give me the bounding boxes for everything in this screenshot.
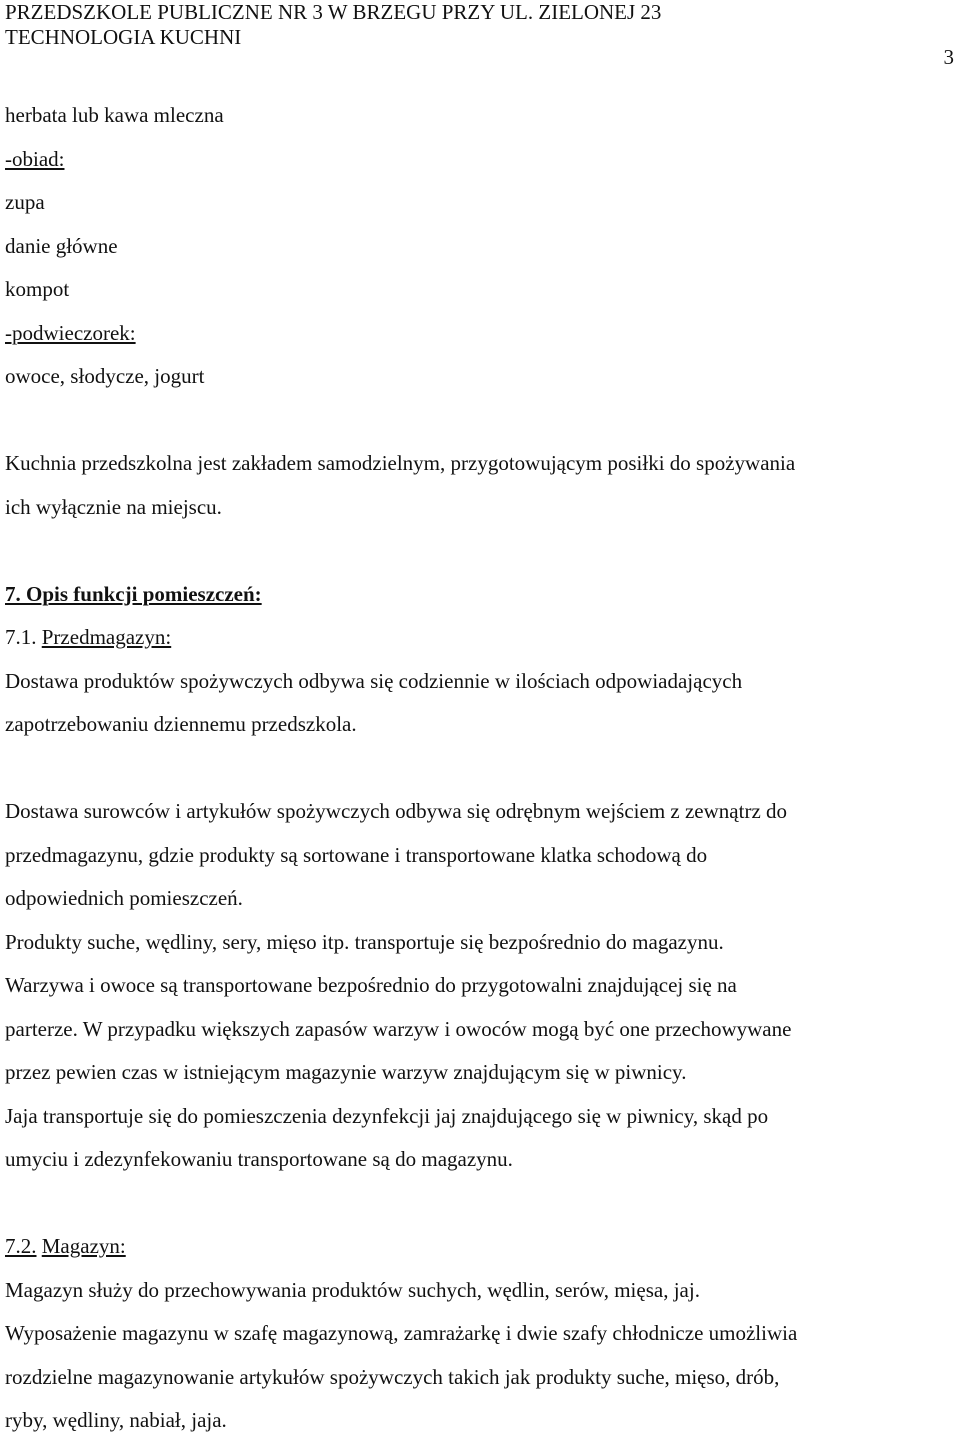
paragraph-line: rozdzielne magazynowanie artykułów spożywczych takich jak produkty suche, mięso, drób, [5,1364,780,1389]
paragraph-line: Warzywa i owoce są transportowane bezpośrednio do przygotowalni znajdującej się na [5,973,737,997]
paragraph-line: umyciu i zdezynfekowaniu transportowane są do magazynu. [5,1147,513,1171]
paragraph-line: Magazyn służy do przechowywania produktów suchych, wędlin, serów, mięsa, jaj. [5,1277,700,1302]
paragraph-line: odpowiednich pomieszczeń. [5,886,243,910]
subsection-title [5,616,957,660]
page-number: 3 [943,45,954,69]
menu-lunch-item: zupa [5,190,45,214]
subsection-number: 7.2. [5,1234,37,1258]
paragraph-line: przedmagazynu, gdzie produkty są sortowane i transportowane klatka schodową do [5,842,708,867]
menu-snack-items: owoce, słodycze, jogurt [5,364,205,388]
paragraph-line: Dostawa produktów spożywczych odbywa się codziennie w ilościach odpowiadających [5,668,743,693]
paragraph-line: Wyposażenie magazynu w szafę magazynową, zamrażarkę i dwie szafy chłodnicze umożliwia [5,1321,798,1345]
paragraph-line: Produkty suche, wędliny, sery, mięso itp. transportuje się bezpośrednio do magazynu. [5,929,724,954]
menu-lunch-item: danie główne [5,233,118,258]
subsection-name: Magazyn: [41,1234,126,1258]
kitchen-note-line: ich wyłącznie na miejscu. [5,494,222,519]
paragraph-line: Jaja transportuje się do pomieszczenia dezynfekcji jaj znajdującego się w piwnicy, skąd po [5,1103,769,1128]
menu-snack-label: -podwieczorek: [5,320,136,345]
document-body [5,94,957,1443]
subsection-name: Przedmagazyn: [41,625,172,649]
menu-lunch-label: -obiad: [5,146,65,171]
document-header [5,0,661,50]
subsection-title [5,1225,957,1269]
menu-lunch-item: kompot [5,277,70,301]
header-school-name: PRZEDSZKOLE PUBLICZNE NR 3 W BRZEGU PRZY UL. ZIELONEJ 23 [5,0,662,24]
paragraph-line: ryby, wędliny, nabiał, jaja. [5,1408,227,1432]
paragraph-line: parterze. W przypadku większych zapasów warzyw i owoców mogą być one przechowywane [5,1016,792,1041]
subsection-number: 7.1. [5,625,37,649]
paragraph-line: zapotrzebowaniu dziennemu przedszkola. [5,712,357,736]
paragraph-line: Dostawa surowców i artykułów spożywczych odbywa się odrębnym wejściem z zewnątrz do [5,799,788,823]
section-heading: 7. Opis funkcji pomieszczeń: [5,581,262,606]
paragraph-line: przez pewien czas w istniejącym magazynie warzyw znajdującym się w piwnicy. [5,1060,687,1084]
header-document-title: TECHNOLOGIA KUCHNI [5,25,242,49]
kitchen-note-line: Kuchnia przedszkolna jest zakładem samodzielnym, przygotowującym posiłki do spożywania [5,451,796,475]
menu-breakfast-drink: herbata lub kawa mleczna [5,103,224,127]
